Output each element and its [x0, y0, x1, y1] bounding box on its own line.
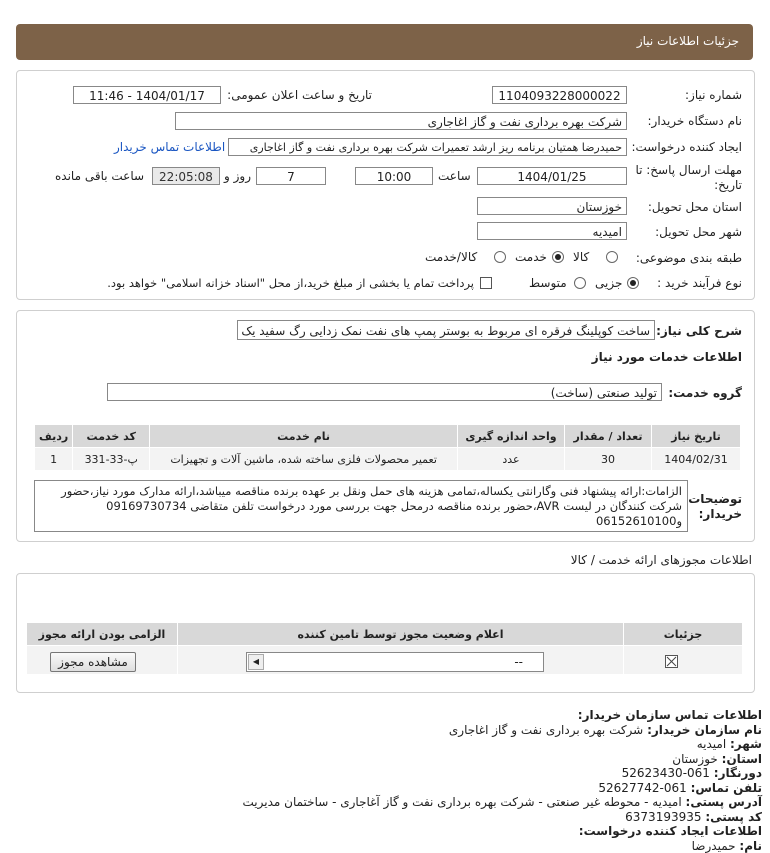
buyer-contact-link[interactable]: اطلاعات تماس خریدار [114, 140, 225, 154]
creator-label: ایجاد کننده درخواست: [631, 140, 742, 154]
col-details: جزئیات [624, 623, 743, 646]
need-number-field: 1104093228000022 [492, 86, 627, 104]
deadline-label: مهلت ارسال پاسخ: تا [635, 163, 742, 177]
process-minor-label: جزیی [595, 276, 622, 290]
summary-label: شرح کلی نیاز: [656, 324, 742, 338]
items-header-row [35, 425, 741, 448]
category-radio-service[interactable] [552, 251, 564, 263]
days-field: 7 [256, 167, 326, 185]
view-permit-button[interactable]: مشاهده مجوز [50, 652, 136, 672]
col-permit-status: اعلام وضعیت مجوز توسط تامین کننده [178, 623, 624, 646]
cell-unit: عدد [458, 448, 565, 471]
category-goods-service-label: کالا/خدمت [425, 250, 477, 264]
deadline-date-field: 1404/01/25 [477, 167, 627, 185]
notes-text: الزامات:ارائه پیشنهاد فنی وگارانتی یکساله،تمامی هزینه های حمل ونقل بر عهده برنده مناقصه میباشد،ارائه مدارک مورد نیاز،حضور شرکت کنندگان در لیست AVR،حضور برنده مناقصه درمحل جهت بررسی مورد درخواست تلفن متقاضی 09169730734 و06152610100 [61, 484, 682, 528]
buyer-field: شرکت بهره برداری نفت و گاز اغاجاری [175, 112, 627, 130]
cross-icon [666, 656, 677, 667]
permit-status-select[interactable] [246, 652, 544, 672]
page-title: جزئیات اطلاعات نیاز [637, 34, 739, 48]
col-service-name: نام خدمت [150, 425, 458, 448]
buyer-contact-info [243, 708, 763, 853]
creator-name: نام: حمیدرضا [243, 839, 763, 853]
cell-service-name: تعمیر محصولات فلزی ساخته شده، ماشین آلات و تجهیزات [150, 448, 458, 471]
remaining-time-field: 22:05:08 [152, 167, 220, 185]
creator-heading: اطلاعات ایجاد کننده درخواست: [243, 824, 763, 839]
process-radio-medium[interactable] [574, 277, 586, 289]
permits-header-row [27, 623, 743, 646]
category-label: طبقه بندی موضوعی: [636, 251, 742, 265]
items-table [34, 424, 741, 471]
cell-details [624, 646, 743, 675]
buyer-label: نام دستگاه خریدار: [648, 114, 743, 128]
process-radio-minor[interactable] [627, 277, 639, 289]
col-service-code: کد خدمت [73, 425, 150, 448]
service-group-label: گروه خدمت: [668, 386, 742, 400]
category-service-label: خدمت [515, 250, 547, 264]
deadline-time-field: 10:00 [355, 167, 433, 185]
contact-postal: کد پستی: 6373193935 [243, 810, 763, 825]
cell-service-code: پ-33-331 [73, 448, 150, 471]
permit-status-select-value: -- [514, 655, 523, 669]
service-group-field: تولید صنعتی (ساخت) [107, 383, 662, 401]
col-quantity: تعداد / مقدار [565, 425, 652, 448]
contact-fax: دورنگار: 061-52623430 [243, 766, 763, 781]
summary-field: ساخت کوپلینگ فرقره ای مربوط به بوستر پمپ های نفت نمک زدایی رگ سفید یک [237, 320, 655, 340]
time-label: ساعت [438, 169, 471, 183]
city-label: شهر محل تحویل: [655, 225, 742, 239]
cell-row: 1 [35, 448, 73, 471]
col-need-date: تاریخ نیاز [652, 425, 741, 448]
chevron-down-icon: ◀ [248, 654, 264, 670]
cell-need-date: 1404/02/31 [652, 448, 741, 471]
treasury-note: پرداخت تمام یا بخشی از مبلغ خرید،از محل "اسناد خزانه اسلامی" خواهد بود. [107, 276, 474, 290]
process-medium-label: متوسط [529, 276, 567, 290]
col-row: ردیف [35, 425, 73, 448]
notes-label: توضیحات خریدار: [682, 492, 742, 522]
contact-address: آدرس پستی: امیدیه - محوطه غیر صنعتی - شرکت بهره برداری نفت و گاز آغاجاری - ساختمان مدیریت [243, 795, 763, 810]
contact-org: نام سازمان خریدار: شرکت بهره برداری نفت و گاز اغاجاری [243, 723, 763, 738]
cell-quantity: 30 [565, 448, 652, 471]
deadline-label-date: تاریخ: [714, 178, 742, 192]
col-permit-required: الزامی بودن ارائه مجوز [27, 623, 178, 646]
city-field: امیدیه [477, 222, 627, 240]
days-label: روز و [224, 169, 251, 183]
province-label: استان محل تحویل: [648, 200, 742, 214]
table-row [35, 448, 741, 471]
creator-field: حمیدرضا همتیان برنامه ریز ارشد تعمیرات شرکت بهره برداری نفت و گاز اغاجاری [228, 138, 627, 156]
announce-field: 1404/01/17 - 11:46 [73, 86, 221, 104]
category-goods-label: کالا [573, 250, 589, 264]
treasury-checkbox[interactable] [480, 277, 492, 289]
province-field: خوزستان [477, 197, 627, 215]
category-radio-goods-service[interactable] [494, 251, 506, 263]
col-unit: واحد اندازه گیری [458, 425, 565, 448]
remaining-label: ساعت باقی مانده [55, 169, 144, 183]
permit-required-checkbox [665, 655, 678, 668]
page-header [16, 24, 753, 60]
contact-phone: تلفن تماس: 061-52627742 [243, 781, 763, 796]
process-label: نوع فرآیند خرید : [657, 276, 742, 290]
need-number-label: شماره نیاز: [685, 88, 742, 102]
contact-city: شهر: امیدیه [243, 737, 763, 752]
category-radio-goods[interactable] [606, 251, 618, 263]
notes-box [34, 480, 688, 532]
contact-province: استان: خوزستان [243, 752, 763, 767]
contact-heading: اطلاعات تماس سازمان خریدار: [243, 708, 763, 723]
need-info-panel [16, 70, 755, 300]
services-heading: اطلاعات خدمات مورد نیاز [592, 350, 742, 364]
announce-label: تاریخ و ساعت اعلان عمومی: [227, 88, 372, 102]
permits-section-title: اطلاعات مجوزهای ارائه خدمت / کالا [571, 553, 752, 567]
